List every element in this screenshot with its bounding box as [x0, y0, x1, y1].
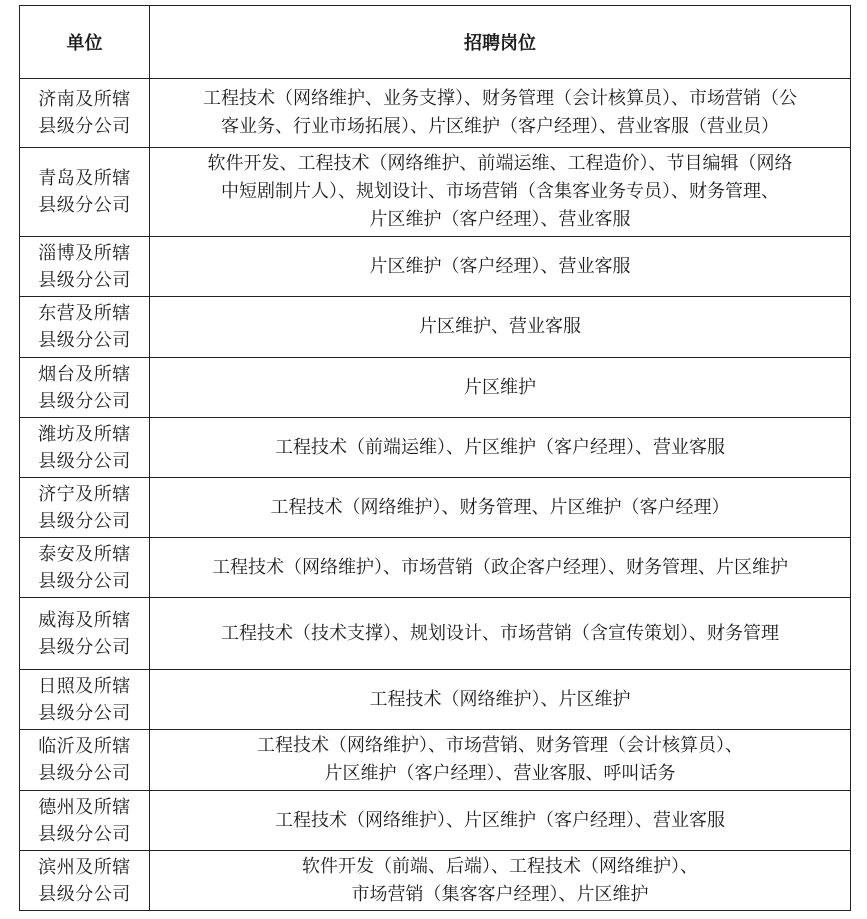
positions-line: 片区维护 — [464, 376, 536, 398]
table-row — [20, 538, 851, 598]
unit-line: 县级分公司 — [38, 636, 131, 658]
unit-line: 县级分公司 — [38, 116, 131, 137]
unit-cell — [20, 730, 150, 791]
header-unit: 单位 — [20, 6, 150, 79]
table-row — [20, 478, 851, 538]
table-row — [20, 79, 851, 148]
unit-line: 威海及所辖 — [38, 609, 131, 631]
table-row — [20, 418, 851, 478]
table-row — [20, 148, 851, 237]
unit-line: 县级分公司 — [38, 450, 131, 472]
positions-line: 片区维护、营业客服 — [419, 316, 581, 337]
unit-cell — [20, 148, 150, 237]
unit-cell — [20, 79, 150, 148]
positions-cell — [150, 851, 851, 911]
positions-cell — [150, 730, 851, 791]
positions-cell — [150, 791, 851, 851]
unit-line: 淄博及所辖 — [38, 242, 131, 264]
unit-cell — [20, 670, 150, 730]
positions-line: 片区维护（客户经理）、营业客服、呼叫话务 — [324, 763, 676, 784]
positions-line: 片区维护（客户经理）、营业客服 — [369, 255, 631, 277]
unit-cell — [20, 538, 150, 598]
positions-line: 工程技术（网络维护）、片区维护 — [369, 688, 631, 710]
table-body — [20, 79, 851, 911]
positions-line: 市场营销（集客客户经理）、片区维护 — [351, 883, 649, 905]
table-row — [20, 598, 851, 670]
positions-cell — [150, 297, 851, 358]
recruitment-table — [19, 5, 851, 911]
unit-line: 县级分公司 — [38, 763, 131, 784]
positions-cell — [150, 237, 851, 297]
unit-line: 县级分公司 — [38, 330, 131, 351]
unit-line: 德州及所辖 — [38, 796, 131, 818]
unit-line: 日照及所辖 — [38, 675, 131, 697]
unit-line: 县级分公司 — [38, 269, 131, 291]
unit-line: 滨州及所辖 — [38, 856, 131, 878]
unit-line: 济南及所辖 — [38, 89, 131, 110]
positions-line: 客业务、行业市场拓展）、片区维护（客户经理）、营业客服（营业员） — [221, 116, 779, 137]
unit-cell — [20, 418, 150, 478]
positions-line: 工程技术（网络维护）、市场营销、财务管理（会计核算员）、 — [257, 735, 743, 756]
unit-line: 县级分公司 — [38, 883, 131, 905]
positions-cell — [150, 670, 851, 730]
unit-line: 县级分公司 — [38, 195, 131, 216]
unit-line: 县级分公司 — [38, 510, 131, 532]
positions-cell — [150, 358, 851, 418]
table-row — [20, 730, 851, 791]
table-row — [20, 670, 851, 730]
unit-line: 县级分公司 — [38, 570, 131, 592]
table-row — [20, 851, 851, 911]
table-row — [20, 358, 851, 418]
positions-line: 片区维护（客户经理）、营业客服 — [369, 209, 631, 230]
unit-line: 东营及所辖 — [38, 303, 131, 324]
unit-cell — [20, 791, 150, 851]
table-row — [20, 237, 851, 297]
positions-cell — [150, 478, 851, 538]
unit-cell — [20, 358, 150, 418]
header-positions: 招聘岗位 — [150, 6, 851, 79]
unit-cell — [20, 478, 150, 538]
unit-cell — [20, 297, 150, 358]
table-row — [20, 791, 851, 851]
unit-line: 济宁及所辖 — [38, 483, 131, 505]
positions-line: 中短剧制片人）、规划设计、市场营销（含集客业务专员）、财务管理、 — [221, 181, 779, 202]
positions-line: 工程技术（技术支撑）、规划设计、市场营销（含宣传策划）、财务管理 — [221, 622, 779, 644]
unit-line: 临沂及所辖 — [38, 736, 131, 757]
positions-line: 工程技术（网络维护）、市场营销（政企客户经理）、财务管理、片区维护 — [212, 556, 788, 578]
positions-cell — [150, 598, 851, 670]
positions-line: 工程技术（网络维护）、片区维护（客户经理）、营业客服 — [275, 809, 725, 831]
unit-line: 潍坊及所辖 — [38, 423, 131, 445]
positions-cell — [150, 79, 851, 148]
unit-cell — [20, 851, 150, 911]
positions-cell — [150, 418, 851, 478]
unit-cell — [20, 237, 150, 297]
table-header-row — [20, 6, 851, 79]
unit-line: 县级分公司 — [38, 702, 131, 724]
unit-line: 青岛及所辖 — [38, 168, 131, 189]
positions-line: 工程技术（网络维护、业务支撑）、财务管理（会计核算员）、市场营销（公 — [203, 88, 797, 109]
unit-line: 泰安及所辖 — [38, 543, 131, 565]
unit-line: 烟台及所辖 — [38, 363, 131, 385]
unit-cell — [20, 598, 150, 670]
table-row — [20, 297, 851, 358]
positions-line: 工程技术（网络维护）、财务管理、片区维护（客户经理） — [270, 496, 730, 518]
positions-line: 软件开发、工程技术（网络维护、前端运维、工程造价）、节目编辑（网络 — [207, 153, 793, 174]
positions-line: 软件开发（前端、后端）、工程技术（网络维护）、 — [302, 855, 698, 877]
positions-line: 工程技术（前端运维）、片区维护（客户经理）、营业客服 — [275, 436, 725, 458]
unit-line: 县级分公司 — [38, 390, 131, 412]
positions-cell — [150, 538, 851, 598]
unit-line: 县级分公司 — [38, 823, 131, 845]
positions-cell — [150, 148, 851, 237]
